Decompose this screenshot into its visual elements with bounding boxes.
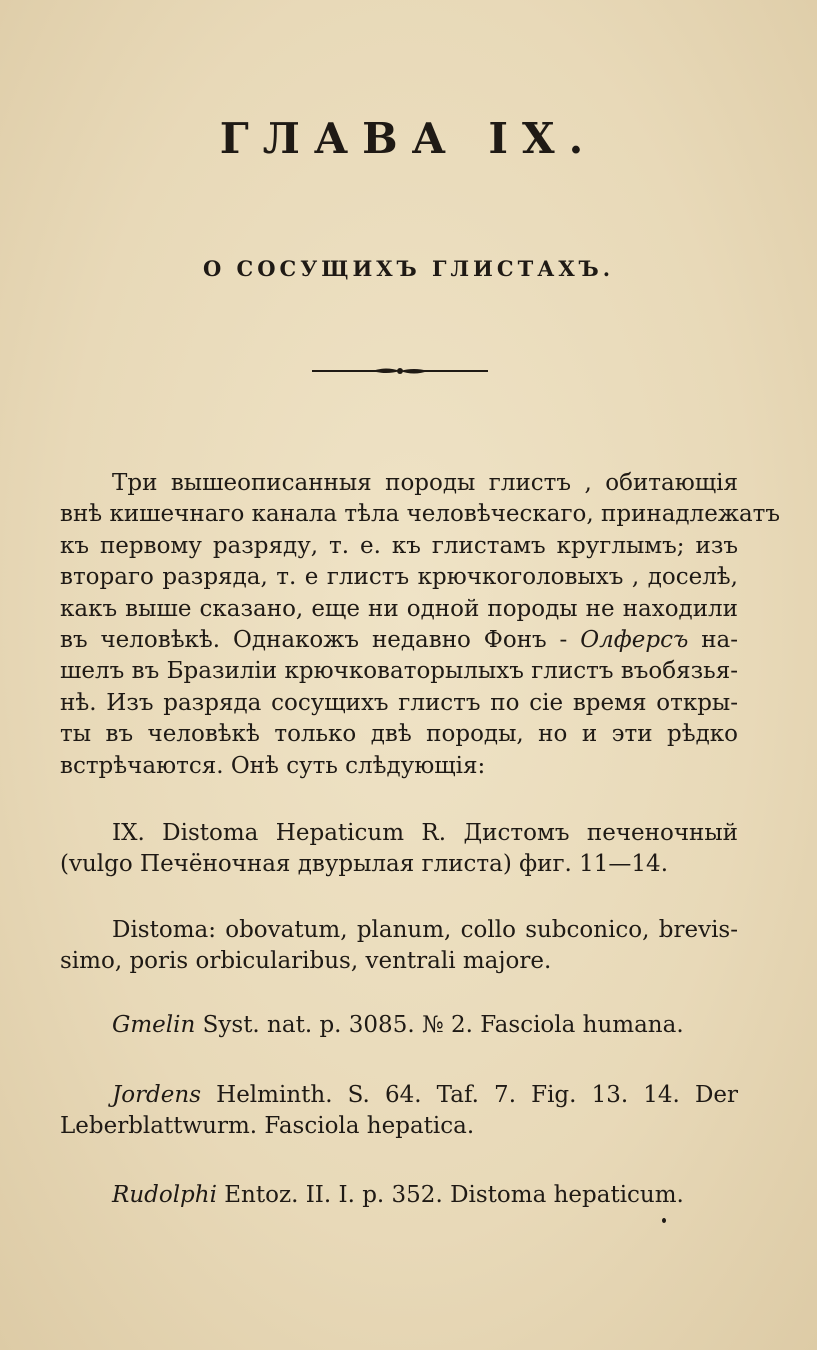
intro-line-5: какъ выше сказано, еще ни одной породы не находили: [60, 595, 738, 622]
intro-line-10: встрѣчаются. Онѣ суть слѣдующія:: [60, 752, 486, 779]
intro-line-8: нѣ. Изъ разряда сосущихъ глистъ по сіе время откры-: [60, 689, 738, 716]
intro-line-6-start: въ человѣкѣ. Однакожъ недавно Фонъ -: [60, 627, 568, 654]
species-heading-line-1: IX. Distoma Hepaticum R. Дистомъ печеночный: [112, 820, 738, 846]
intro-line-3: къ первому разряду, т. е. къ глистамъ круглымъ; изъ: [60, 532, 738, 559]
reference-text: Entoz. II. I. p. 352. Distoma hepaticum.: [224, 1182, 684, 1208]
ornament-divider-icon: [310, 364, 490, 378]
diagnosis-line-1: Distoma: obovatum, planum, collo subconico, brevis-: [112, 917, 738, 943]
reference-rudolphi: [60, 1180, 738, 1211]
olfers-name: Олферсъ: [580, 627, 689, 654]
intro-line-1: Три вышеописанныя породы глистъ , обитающія: [112, 470, 738, 496]
reference-author: Gmelin: [112, 1012, 196, 1038]
ink-speck: [662, 1218, 666, 1223]
reference-jordens: [60, 1080, 738, 1143]
diagnosis-paragraph: [60, 915, 738, 978]
species-heading: [60, 818, 738, 881]
intro-line-2: внѣ кишечнаго канала тѣла человѣческаго, принадлежатъ: [60, 501, 781, 528]
intro-line-4: втораго разряда, т. е глистъ крючкоголовыхъ , доселѣ,: [60, 564, 738, 591]
reference-gmelin: [60, 1010, 738, 1041]
reference-author: Rudolphi: [112, 1182, 217, 1208]
reference-text: Syst. nat. p. 3085. № 2. Fasciola humana.: [202, 1012, 684, 1038]
chapter-subtitle: О СОСУЩИХЪ ГЛИСТАХЪ.: [202, 256, 615, 281]
intro-line-9: ты въ человѣкѣ только двѣ породы, но и эти рѣдко: [60, 721, 738, 748]
intro-paragraph: [60, 468, 781, 782]
chapter-title: ГЛАВА IX.: [219, 114, 598, 163]
reference-text: Helminth. S. 64. Taf. 7. Fig. 13. 14. Der: [216, 1082, 739, 1108]
species-heading-line-2: (vulgo Печёночная двурылая глиста) фиг. 11—14.: [60, 851, 669, 878]
intro-line-6: [60, 625, 738, 656]
diagnosis-line-2: simo, poris orbicularibus, ventrali majore.: [60, 948, 552, 975]
reference-text-continued: Leberblattwurm. Fasciola hepatica.: [60, 1113, 475, 1140]
intro-line-7: шелъ въ Бразиліи крючковаторылыхъ глистъ въобязья-: [60, 658, 738, 685]
intro-line-6-end: на-: [701, 627, 739, 654]
reference-author: Jordens: [112, 1082, 202, 1108]
